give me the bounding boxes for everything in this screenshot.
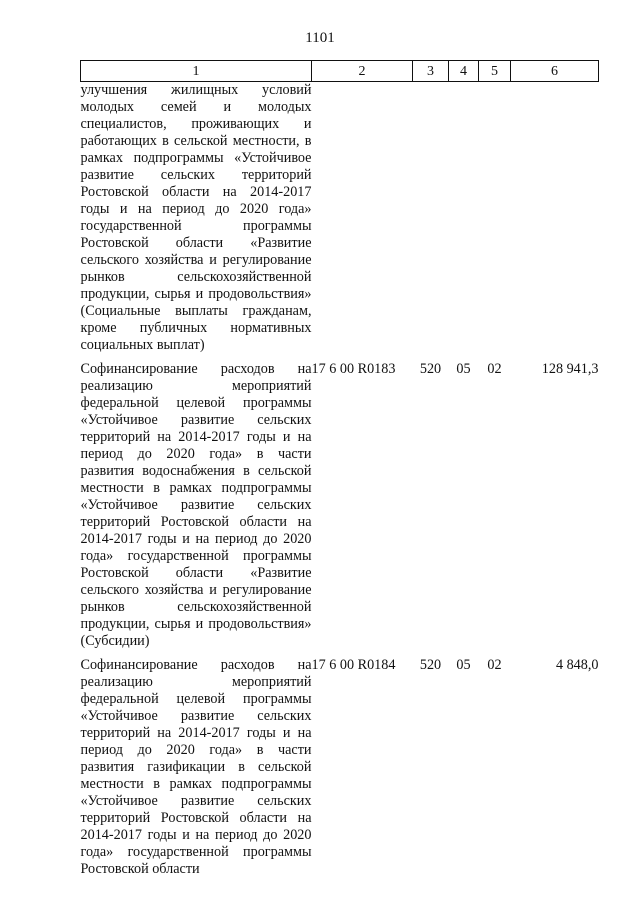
table-header-row bbox=[81, 61, 599, 82]
table-row bbox=[81, 657, 599, 878]
row-description: Софинансирование расходов на реализацию мероприятий федеральной целевой программы «Устойчивое развитие сельских территорий на 2014-2017 годы и на период до 2020 года» в части развития газификации в сельской местности в рамках подпрограммы «Устойчивое развитие сельских территорий Ростовской области на 2014-2017 годы и на период до 2020 года» государственной программы Ростовской области bbox=[80, 657, 312, 877]
row-section: 05 bbox=[456, 657, 471, 673]
page-number: 1101 bbox=[305, 30, 335, 46]
column-header-4: 4 bbox=[449, 61, 479, 82]
row-section: 05 bbox=[456, 361, 471, 377]
column-header-5: 5 bbox=[479, 61, 511, 82]
column-header-1: 1 bbox=[81, 61, 312, 82]
row-amount bbox=[511, 82, 599, 362]
row-subsection: 02 bbox=[487, 361, 502, 377]
row-target-code: 17 6 00 R0184 bbox=[311, 657, 396, 673]
row-expense-type bbox=[413, 82, 449, 362]
row-amount: 4 848,0 bbox=[555, 657, 599, 673]
row-target-code: 17 6 00 R0183 bbox=[311, 361, 396, 377]
row-description: Софинансирование расходов на реализацию мероприятий федеральной целевой программы «Устойчивое развитие сельских территорий на 2014-2017 годы и на период до 2020 года» в части развития водоснабжения в сельской местности в рамках подпрограммы «Устойчивое развитие сельских территорий Ростовской области на 2014-2017 годы и на период до 2020 года» государственной программы Ростовской области «Развитие сельского хозяйства и регулирование рынков сельскохозяйственной продукции, сырья и продовольствия» (Субсидии) bbox=[80, 361, 312, 649]
table-row bbox=[81, 82, 599, 362]
row-subsection: 02 bbox=[487, 657, 502, 673]
column-header-3: 3 bbox=[413, 61, 449, 82]
row-subsection bbox=[479, 82, 511, 362]
row-amount: 128 941,3 bbox=[541, 361, 599, 377]
row-expense-type: 520 bbox=[419, 657, 442, 673]
budget-table bbox=[80, 60, 599, 878]
column-header-2: 2 bbox=[312, 61, 413, 82]
row-description: улучшения жилищных условий молодых семей и молодых специалистов, проживающих и работающих в сельской местности, в рамках подпрограммы «Устойчивое развитие сельских территорий Ростовской области на 2014-2017 годы и на период до 2020 года» государственной программы Ростовской области «Развитие сельского хозяйства и регулирование рынков сельскохозяйственной продукции, сырья и продовольствия» (Социальные выплаты гражданам, кроме публичных нормативных социальных выплат) bbox=[80, 82, 312, 353]
row-expense-type: 520 bbox=[419, 361, 442, 377]
row-section bbox=[449, 82, 479, 362]
row-target-code bbox=[312, 82, 413, 362]
table-row bbox=[81, 361, 599, 657]
column-header-6: 6 bbox=[511, 61, 599, 82]
